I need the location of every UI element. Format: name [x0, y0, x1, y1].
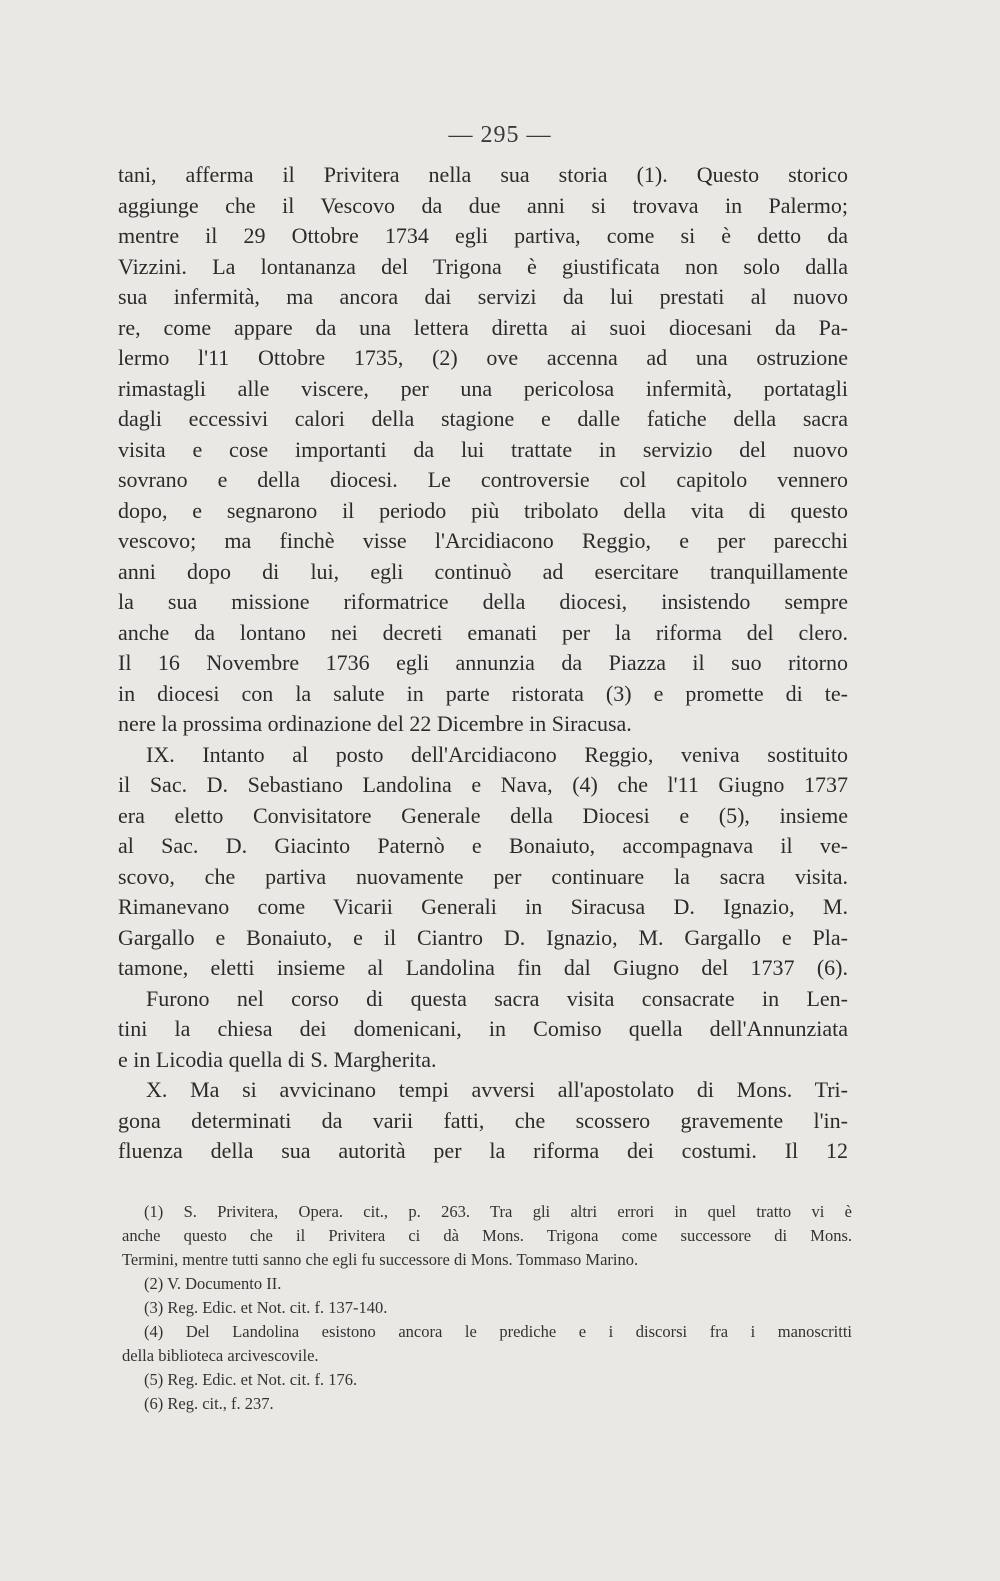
text-line: il Sac. D. Sebastiano Landolina e Nava, (4) che l'11 Giugno 1737 [118, 772, 848, 797]
text-line: vescovo; ma finchè visse l'Arcidiacono Reggio, e per parecchi [118, 528, 848, 553]
text-line: anni dopo di lui, egli continuò ad esercitare tranquillamente [118, 558, 848, 584]
text-line: Vizzini. La lontananza del Trigona è giustificata non solo dalla [118, 253, 848, 279]
text-line: Rimanevano come Vicarii Generali in Siracusa D. Ignazio, M. [118, 894, 848, 919]
text-line: al Sac. D. Giacinto Paternò e Bonaiuto, accompagnava il ve- [118, 833, 848, 858]
text-line: Il 16 Novembre 1736 egli annunzia da Piazza il suo ritorno [118, 650, 848, 675]
text-line: in diocesi con la salute in parte ristorata (3) e promette di te- [118, 680, 848, 706]
text-line: tani, afferma il Privitera nella sua storia (1). Questo storico [118, 162, 848, 187]
text-line: aggiunge che il Vescovo da due anni si trovava in Palermo; [118, 192, 848, 218]
text-line: dagli eccessivi calori della stagione e dalle fatiche della sacra [118, 406, 848, 431]
footnote-line: (3) Reg. Edic. et Not. cit. f. 137-140. [144, 1298, 388, 1317]
text-line: anche da lontano nei decreti emanati per la riforma del clero. [118, 619, 848, 645]
text-line: e in Licodia quella di S. Margherita. [118, 1046, 437, 1072]
text-line: tini la chiesa dei domenicani, in Comiso quella dell'Annunziata [118, 1016, 848, 1041]
text-line: la sua missione riformatrice della diocesi, insistendo sempre [118, 589, 848, 614]
footnote-line: (4) Del Landolina esistono ancora le prediche e i discorsi fra i manoscritti [144, 1322, 852, 1341]
text-line: nere la prossima ordinazione del 22 Dicembre in Siracusa. [118, 711, 632, 736]
footnotes [122, 1200, 852, 1416]
footnote-line: (6) Reg. cit., f. 237. [144, 1394, 274, 1413]
footnote-line: della biblioteca arcivescovile. [122, 1346, 319, 1365]
text-line: fluenza della sua autorità per la riforma dei costumi. Il 12 [118, 1138, 848, 1163]
text-line: rimastagli alle viscere, per una pericolosa infermità, portatagli [118, 375, 848, 401]
text-line: IX. Intanto al posto dell'Arcidiacono Reggio, veniva sostituito [146, 741, 848, 767]
text-line: visita e cose importanti da lui trattate in servizio del nuovo [118, 436, 848, 462]
footnote-line: anche questo che il Privitera ci dà Mons. Trigona come successore di Mons. [122, 1226, 852, 1245]
text-line: dopo, e segnarono il periodo più tribolato della vita di questo [118, 497, 848, 523]
page-number: — 295 — [448, 122, 552, 148]
text-line: re, come appare da una lettera diretta ai suoi diocesani da Pa- [118, 314, 848, 340]
footnote-line: (1) S. Privitera, Opera. cit., p. 263. Tra gli altri errori in quel tratto vi è [144, 1202, 852, 1221]
footnote-line: Termini, mentre tutti sanno che egli fu successore di Mons. Tommaso Marino. [122, 1250, 639, 1269]
body-text [118, 160, 848, 1167]
text-line: tamone, eletti insieme al Landolina fin dal Giugno del 1737 (6). [118, 955, 848, 980]
text-line: lermo l'11 Ottobre 1735, (2) ove accenna ad una ostruzione [118, 345, 848, 370]
text-line: gona determinati da varii fatti, che scossero gravemente l'in- [118, 1107, 848, 1133]
text-line: Furono nel corso di questa sacra visita consacrate in Len- [146, 985, 848, 1011]
text-line: mentre il 29 Ottobre 1734 egli partiva, come si è detto da [118, 223, 848, 248]
footnote-line: (5) Reg. Edic. et Not. cit. f. 176. [144, 1370, 358, 1389]
text-line: sovrano e della diocesi. Le controversie col capitolo vennero [118, 467, 848, 492]
text-line: sua infermità, ma ancora dai servizi da lui prestati al nuovo [118, 284, 848, 309]
text-line: Gargallo e Bonaiuto, e il Ciantro D. Ignazio, M. Gargallo e Pla- [118, 924, 848, 950]
text-line: scovo, che partiva nuovamente per continuare la sacra visita. [118, 863, 848, 889]
text-line: X. Ma si avvicinano tempi avversi all'apostolato di Mons. Tri- [146, 1077, 848, 1102]
text-line: era eletto Convisitatore Generale della Diocesi e (5), insieme [118, 802, 848, 828]
footnote-line: (2) V. Documento II. [144, 1274, 282, 1293]
